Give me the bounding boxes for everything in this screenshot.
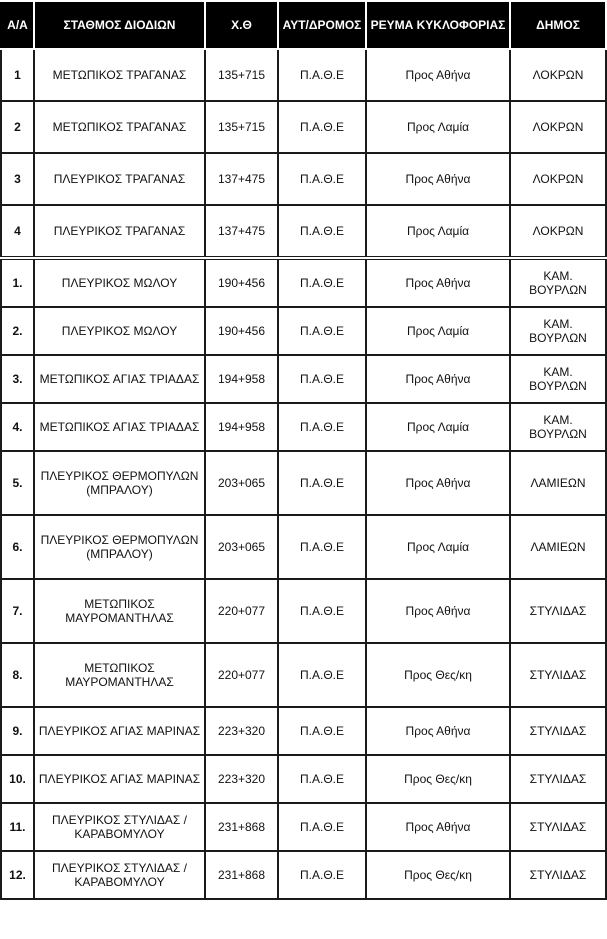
cell-station: ΠΛΕΥΡΙΚΟΣ ΑΓΙΑΣ ΜΑΡΙΝΑΣ (34, 755, 205, 803)
cell-highway: Π.Α.Θ.Ε (278, 355, 366, 403)
cell-aa: 4 (1, 205, 34, 258)
cell-flow: Προς Λαμία (366, 101, 510, 153)
cell-flow: Προς Αθήνα (366, 153, 510, 205)
cell-station: ΠΛΕΥΡΙΚΟΣ ΣΤΥΛΙΔΑΣ / ΚΑΡΑΒΟΜΥΛΟΥ (34, 803, 205, 851)
cell-municipality: ΛΑΜΙΕΩΝ (510, 515, 606, 579)
cell-flow: Προς Λαμία (366, 515, 510, 579)
cell-chainage: 194+958 (205, 355, 278, 403)
cell-chainage: 135+715 (205, 101, 278, 153)
table-body (1, 49, 606, 899)
cell-highway: Π.Α.Θ.Ε (278, 851, 366, 899)
cell-chainage: 220+077 (205, 579, 278, 643)
cell-chainage: 135+715 (205, 49, 278, 101)
cell-station: ΠΛΕΥΡΙΚΟΣ ΜΩΛΟΥ (34, 258, 205, 307)
cell-flow: Προς Αθήνα (366, 451, 510, 515)
table-row (1, 451, 606, 515)
cell-aa: 3 (1, 153, 34, 205)
cell-chainage: 203+065 (205, 451, 278, 515)
cell-aa: 12. (1, 851, 34, 899)
cell-municipality: ΣΤΥΛΙΔΑΣ (510, 803, 606, 851)
cell-station: ΜΕΤΩΠΙΚΟΣ ΤΡΑΓΑΝΑΣ (34, 101, 205, 153)
cell-highway: Π.Α.Θ.Ε (278, 643, 366, 707)
cell-aa: 5. (1, 451, 34, 515)
table-header (1, 1, 606, 49)
table-row (1, 355, 606, 403)
cell-chainage: 220+077 (205, 643, 278, 707)
cell-highway: Π.Α.Θ.Ε (278, 403, 366, 451)
cell-flow: Προς Λαμία (366, 403, 510, 451)
cell-highway: Π.Α.Θ.Ε (278, 515, 366, 579)
cell-flow: Προς Αθήνα (366, 258, 510, 307)
table-row (1, 101, 606, 153)
cell-chainage: 203+065 (205, 515, 278, 579)
cell-highway: Π.Α.Θ.Ε (278, 101, 366, 153)
cell-municipality: ΚΑΜ. ΒΟΥΡΛΩΝ (510, 355, 606, 403)
cell-highway: Π.Α.Θ.Ε (278, 803, 366, 851)
cell-flow: Προς Αθήνα (366, 49, 510, 101)
cell-flow: Προς Αθήνα (366, 707, 510, 755)
cell-municipality: ΛΟΚΡΩΝ (510, 153, 606, 205)
cell-flow: Προς Θες/κη (366, 643, 510, 707)
cell-station: ΠΛΕΥΡΙΚΟΣ ΤΡΑΓΑΝΑΣ (34, 153, 205, 205)
cell-station: ΠΛΕΥΡΙΚΟΣ ΘΕΡΜΟΠΥΛΩΝ (ΜΠΡΑΛΟΥ) (34, 515, 205, 579)
cell-aa: 3. (1, 355, 34, 403)
cell-chainage: 231+868 (205, 803, 278, 851)
table-row (1, 579, 606, 643)
cell-chainage: 223+320 (205, 707, 278, 755)
cell-flow: Προς Λαμία (366, 205, 510, 258)
cell-municipality: ΣΤΥΛΙΔΑΣ (510, 755, 606, 803)
cell-aa: 2. (1, 307, 34, 355)
cell-flow: Προς Αθήνα (366, 579, 510, 643)
cell-aa: 7. (1, 579, 34, 643)
cell-aa: 1 (1, 49, 34, 101)
table-row (1, 643, 606, 707)
cell-aa: 6. (1, 515, 34, 579)
cell-municipality: ΛΟΚΡΩΝ (510, 205, 606, 258)
cell-flow: Προς Θες/κη (366, 851, 510, 899)
header-chainage: Χ.Θ (205, 1, 278, 49)
cell-flow: Προς Θες/κη (366, 755, 510, 803)
cell-station: ΜΕΤΩΠΙΚΟΣ ΤΡΑΓΑΝΑΣ (34, 49, 205, 101)
cell-municipality: ΣΤΥΛΙΔΑΣ (510, 851, 606, 899)
table-row (1, 403, 606, 451)
cell-flow: Προς Λαμία (366, 307, 510, 355)
cell-aa: 10. (1, 755, 34, 803)
cell-municipality: ΛΟΚΡΩΝ (510, 101, 606, 153)
cell-station: ΜΕΤΩΠΙΚΟΣ ΜΑΥΡΟΜΑΝΤΗΛΑΣ (34, 643, 205, 707)
cell-highway: Π.Α.Θ.Ε (278, 153, 366, 205)
cell-municipality: ΚΑΜ. ΒΟΥΡΛΩΝ (510, 258, 606, 307)
cell-aa: 4. (1, 403, 34, 451)
table-row (1, 851, 606, 899)
cell-station: ΠΛΕΥΡΙΚΟΣ ΜΩΛΟΥ (34, 307, 205, 355)
header-aa: Α/Α (1, 1, 34, 49)
cell-aa: 1. (1, 258, 34, 307)
cell-municipality: ΚΑΜ. ΒΟΥΡΛΩΝ (510, 307, 606, 355)
table-row (1, 755, 606, 803)
table-row (1, 307, 606, 355)
cell-station: ΜΕΤΩΠΙΚΟΣ ΑΓΙΑΣ ΤΡΙΑΔΑΣ (34, 355, 205, 403)
cell-highway: Π.Α.Θ.Ε (278, 755, 366, 803)
cell-aa: 9. (1, 707, 34, 755)
cell-chainage: 231+868 (205, 851, 278, 899)
table-row (1, 205, 606, 258)
table-row (1, 153, 606, 205)
cell-aa: 2 (1, 101, 34, 153)
cell-highway: Π.Α.Θ.Ε (278, 258, 366, 307)
cell-highway: Π.Α.Θ.Ε (278, 707, 366, 755)
cell-municipality: ΣΤΥΛΙΔΑΣ (510, 643, 606, 707)
header-highway: ΑΥΤ/ΔΡΟΜΟΣ (278, 1, 366, 49)
cell-municipality: ΣΤΥΛΙΔΑΣ (510, 579, 606, 643)
cell-flow: Προς Αθήνα (366, 803, 510, 851)
cell-chainage: 190+456 (205, 307, 278, 355)
table-row (1, 515, 606, 579)
cell-chainage: 223+320 (205, 755, 278, 803)
table-row (1, 803, 606, 851)
cell-chainage: 137+475 (205, 153, 278, 205)
cell-chainage: 194+958 (205, 403, 278, 451)
cell-station: ΠΛΕΥΡΙΚΟΣ ΘΕΡΜΟΠΥΛΩΝ (ΜΠΡΑΛΟΥ) (34, 451, 205, 515)
table-row (1, 49, 606, 101)
cell-station: ΠΛΕΥΡΙΚΟΣ ΣΤΥΛΙΔΑΣ / ΚΑΡΑΒΟΜΥΛΟΥ (34, 851, 205, 899)
cell-chainage: 137+475 (205, 205, 278, 258)
cell-highway: Π.Α.Θ.Ε (278, 579, 366, 643)
table-row (1, 258, 606, 307)
table-row (1, 707, 606, 755)
cell-highway: Π.Α.Θ.Ε (278, 49, 366, 101)
cell-station: ΜΕΤΩΠΙΚΟΣ ΑΓΙΑΣ ΤΡΙΑΔΑΣ (34, 403, 205, 451)
header-municipality: ΔΗΜΟΣ (510, 1, 606, 49)
header-station: ΣΤΑΘΜΟΣ ΔΙΟΔΙΩΝ (34, 1, 205, 49)
cell-municipality: ΛΟΚΡΩΝ (510, 49, 606, 101)
cell-municipality: ΣΤΥΛΙΔΑΣ (510, 707, 606, 755)
cell-aa: 8. (1, 643, 34, 707)
cell-aa: 11. (1, 803, 34, 851)
header-traffic-flow: ΡΕΥΜΑ ΚΥΚΛΟΦΟΡΙΑΣ (366, 1, 510, 49)
cell-highway: Π.Α.Θ.Ε (278, 451, 366, 515)
cell-municipality: ΛΑΜΙΕΩΝ (510, 451, 606, 515)
cell-station: ΠΛΕΥΡΙΚΟΣ ΑΓΙΑΣ ΜΑΡΙΝΑΣ (34, 707, 205, 755)
cell-highway: Π.Α.Θ.Ε (278, 307, 366, 355)
cell-chainage: 190+456 (205, 258, 278, 307)
cell-flow: Προς Αθήνα (366, 355, 510, 403)
cell-highway: Π.Α.Θ.Ε (278, 205, 366, 258)
cell-municipality: ΚΑΜ. ΒΟΥΡΛΩΝ (510, 403, 606, 451)
cell-station: ΜΕΤΩΠΙΚΟΣ ΜΑΥΡΟΜΑΝΤΗΛΑΣ (34, 579, 205, 643)
cell-station: ΠΛΕΥΡΙΚΟΣ ΤΡΑΓΑΝΑΣ (34, 205, 205, 258)
